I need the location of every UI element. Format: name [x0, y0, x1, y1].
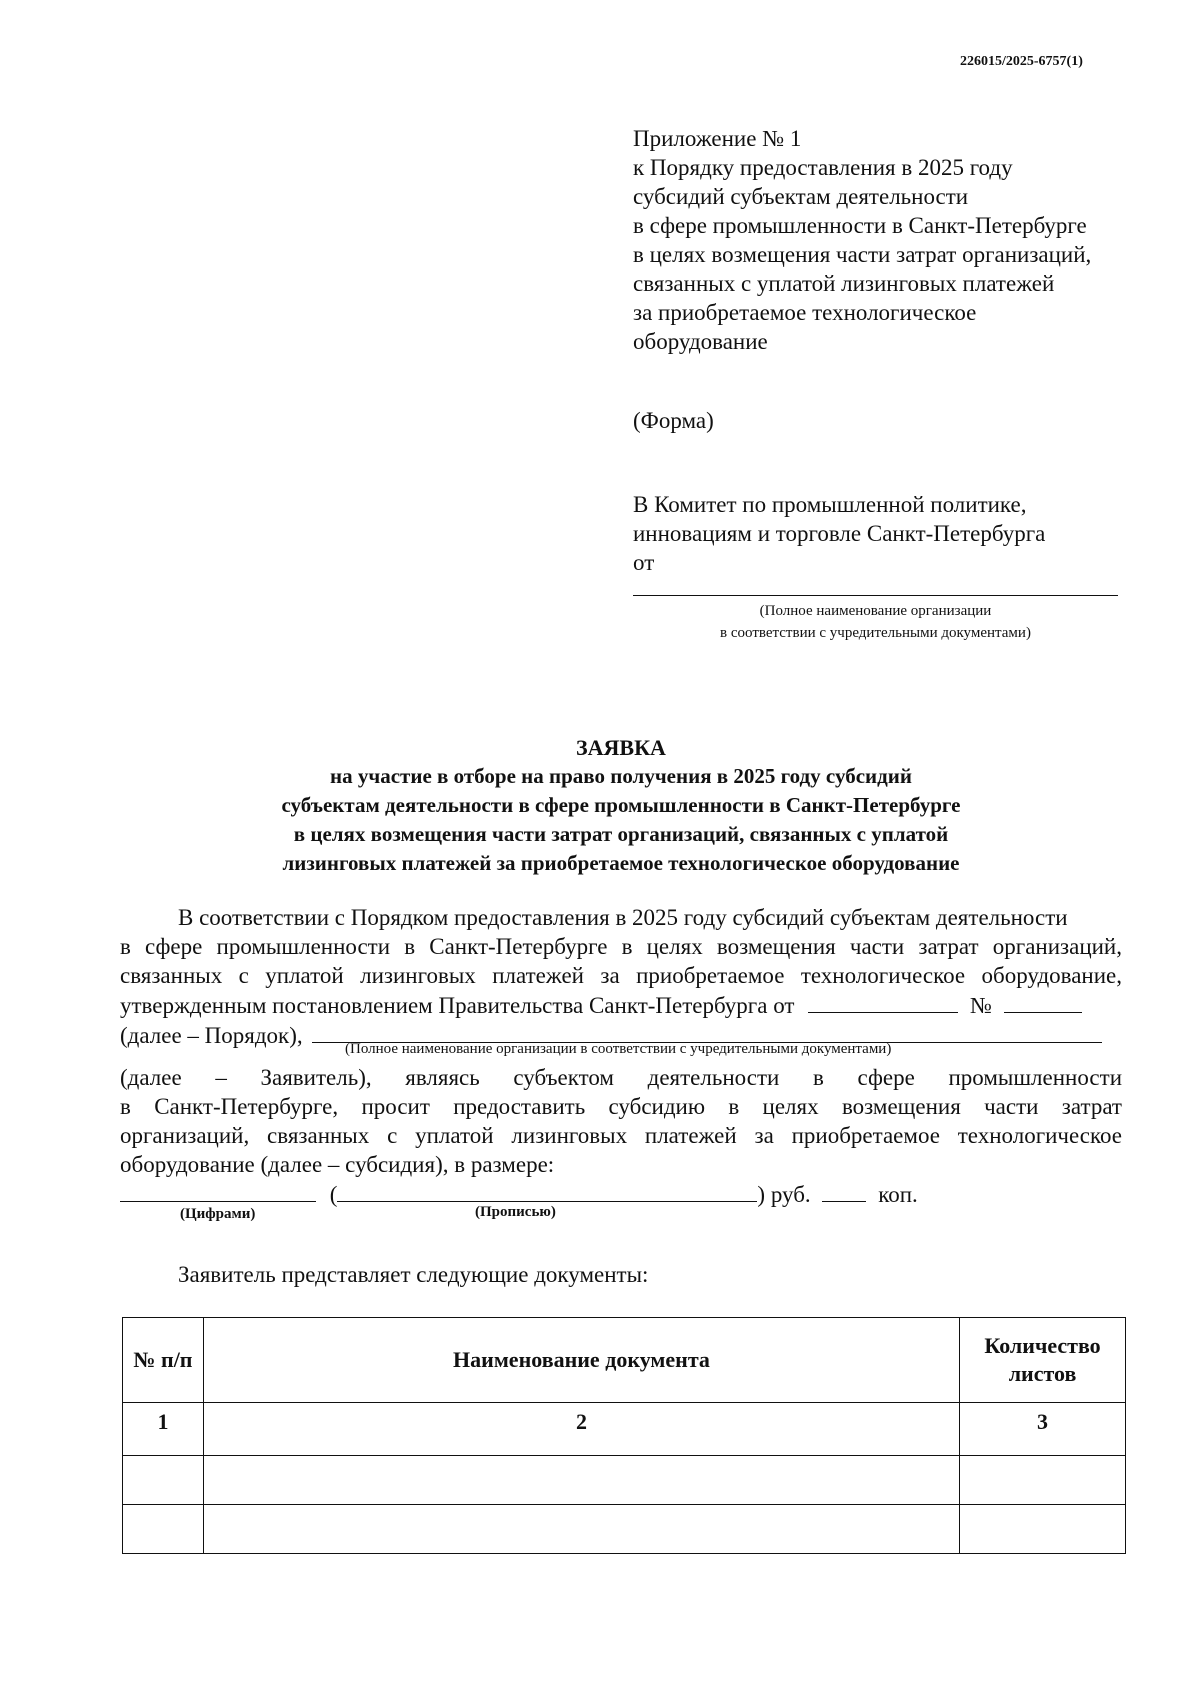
body-text-fragment: утвержденным постановлением Правительства Санкт-Петербурга от	[120, 993, 795, 1018]
appendix-block	[633, 124, 1193, 356]
title-line: лизинговых платежей за приобретаемое технологическое оборудование	[282, 851, 960, 875]
document-number: 226015/2025-6757(1)	[960, 54, 1083, 69]
title-heading: ЗАЯВКА	[576, 735, 666, 760]
body-line-with-blanks	[120, 990, 1122, 1020]
amount-words-blank[interactable]	[337, 1179, 757, 1202]
digits-caption: (Цифрами)	[180, 1206, 256, 1222]
kop-label: коп.	[878, 1182, 918, 1207]
header-number: № п/п	[123, 1318, 204, 1403]
appendix-line: оборудование	[633, 329, 768, 354]
table-cell[interactable]	[203, 1505, 959, 1554]
documents-intro: Заявитель представляет следующие документы:	[178, 1262, 649, 1287]
caption-line: в соответствии с учредительными документами)	[720, 625, 1031, 641]
column-number-cell: 3	[960, 1403, 1126, 1456]
body-line: (далее – Заявитель), являясь субъектом деятельности в сфере промышленности	[120, 1065, 1122, 1090]
application-title	[120, 733, 1122, 878]
body-text-fragment: (далее – Порядок),	[120, 1023, 303, 1048]
open-paren: (	[329, 1182, 338, 1207]
caption-line: (Полное наименование организации	[759, 603, 992, 619]
column-number-cell: 1	[123, 1403, 204, 1456]
title-line: субъектам деятельности в сфере промышленности в Санкт-Петербурге	[281, 793, 961, 817]
appendix-line: субсидий субъектам деятельности	[633, 184, 969, 209]
title-line: на участие в отборе на право получения в 2025 году субсидий	[330, 764, 912, 788]
words-caption: (Прописью)	[475, 1204, 556, 1220]
documents-table	[122, 1317, 1126, 1554]
table-row	[123, 1505, 1126, 1554]
form-label: (Форма)	[633, 408, 714, 433]
body-paragraph-1	[120, 903, 1122, 1050]
table-cell[interactable]	[960, 1505, 1126, 1554]
appendix-line: Приложение № 1	[633, 126, 802, 151]
applicant-name-caption: (Полное наименование организации в соответствии с учредительными документами)	[345, 1041, 892, 1057]
header-document-name: Наименование документа	[203, 1318, 959, 1403]
table-cell[interactable]	[203, 1456, 959, 1505]
table-cell[interactable]	[960, 1456, 1126, 1505]
appendix-line: связанных с уплатой лизинговых платежей	[633, 271, 1055, 296]
body-paragraph-2	[120, 1063, 1122, 1209]
kopecks-blank[interactable]	[822, 1179, 866, 1202]
amount-digits-blank[interactable]	[120, 1179, 316, 1202]
header-sheet-count: Количество листов	[960, 1318, 1126, 1403]
body-line: в сфере промышленности в Санкт-Петербурге в целях возмещения части затрат организаций,	[120, 934, 1122, 959]
addressee-line: инновациям и торговле Санкт-Петербурга	[633, 521, 1046, 546]
table-cell[interactable]	[123, 1505, 204, 1554]
appendix-line: за приобретаемое технологическое	[633, 300, 977, 325]
amount-line	[120, 1179, 1122, 1209]
number-sign: №	[969, 993, 992, 1018]
addressee-block	[633, 490, 1193, 577]
body-line: в Санкт-Петербурге, просит предоставить субсидию в целях возмещения части затрат	[120, 1094, 1122, 1119]
title-line: в целях возмещения части затрат организаций, связанных с уплатой	[293, 822, 949, 846]
column-number-cell: 2	[203, 1403, 959, 1456]
body-line: В соответствии с Порядком предоставления в 2025 году субсидий субъектам деятельности	[178, 905, 1068, 930]
addressee-line: от	[633, 550, 655, 575]
body-line: организаций, связанных с уплатой лизинговых платежей за приобретаемое технологическое	[120, 1123, 1122, 1148]
organization-caption	[633, 600, 1118, 644]
applicant-name-blank[interactable]	[312, 1020, 1102, 1043]
table-cell[interactable]	[123, 1456, 204, 1505]
table-column-numbers-row	[123, 1403, 1126, 1456]
body-line: оборудование (далее – субсидия), в размере:	[120, 1152, 555, 1177]
organization-name-blank[interactable]	[633, 595, 1118, 596]
appendix-line: к Порядку предоставления в 2025 году	[633, 155, 1013, 180]
rub-label: ) руб.	[757, 1182, 811, 1207]
addressee-line: В Комитет по промышленной политике,	[633, 492, 1027, 517]
table-row	[123, 1456, 1126, 1505]
appendix-line: в сфере промышленности в Санкт-Петербурге	[633, 213, 1087, 238]
table-header-row	[123, 1318, 1126, 1403]
body-line: связанных с уплатой лизинговых платежей за приобретаемое технологическое оборудование,	[120, 963, 1122, 988]
resolution-date-blank[interactable]	[808, 990, 958, 1013]
appendix-line: в целях возмещения части затрат организаций,	[633, 242, 1092, 267]
resolution-number-blank[interactable]	[1004, 990, 1082, 1013]
